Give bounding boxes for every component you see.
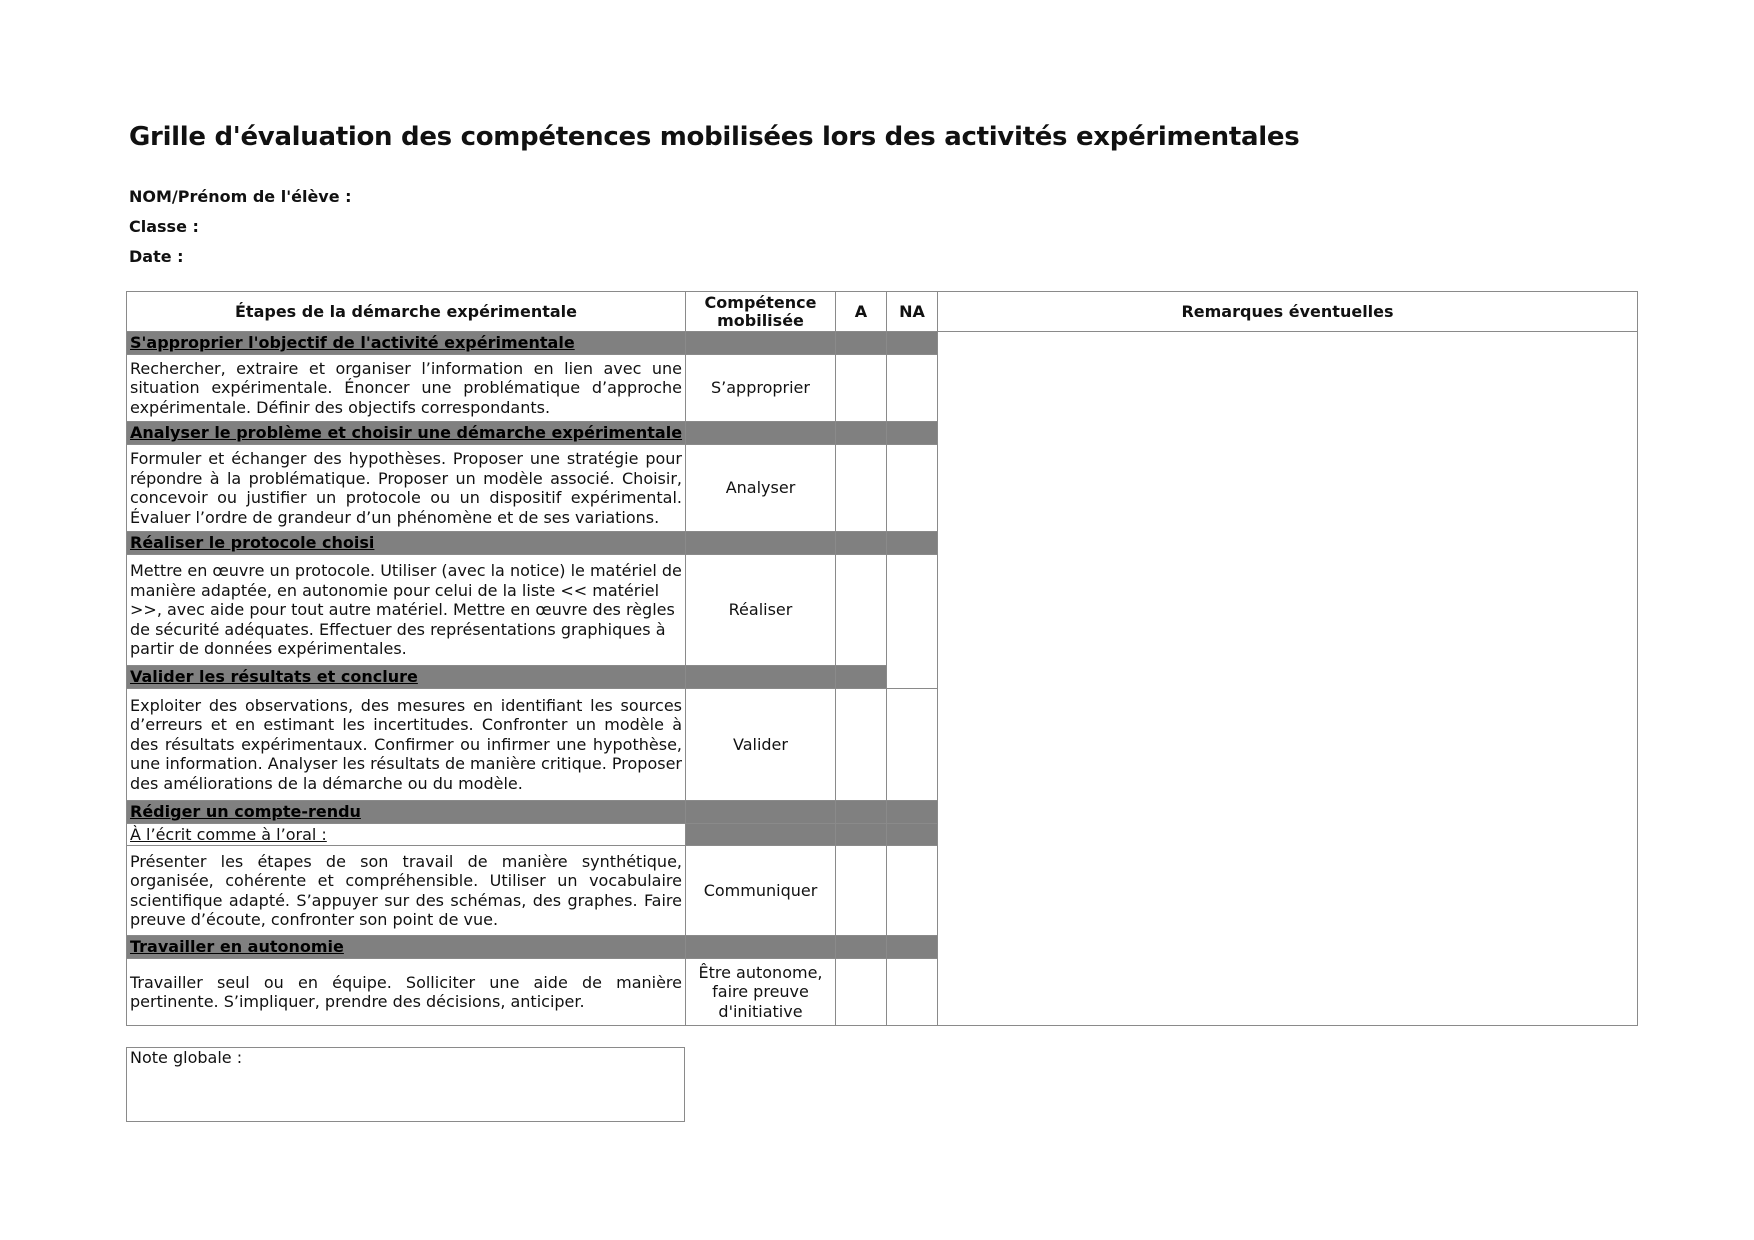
criteria-description: Travailler seul ou en équipe. Solliciter une aide de manière pertinente. S’impliquer, prendre des décisions, anticiper. — [127, 959, 686, 1026]
a-checkbox-cell[interactable] — [836, 355, 887, 422]
header-na: NA — [887, 292, 938, 332]
global-grade-box[interactable] — [126, 1047, 685, 1122]
page-title: Grille d'évaluation des compétences mobilisées lors des activités expérimentales — [129, 122, 1300, 152]
subsection-heading: À l’écrit comme à l’oral : — [127, 824, 686, 846]
section-row-approprier — [127, 332, 1638, 355]
section-heading: S'approprier l'objectif de l'activité expérimentale — [127, 332, 686, 355]
na-checkbox-cell[interactable] — [887, 355, 938, 422]
header-steps: Étapes de la démarche expérimentale — [127, 292, 686, 332]
criteria-description: Formuler et échanger des hypothèses. Proposer une stratégie pour répondre à la problématique. Proposer un modèle associé. Choisir, concevoir ou justifier un protocole ou un dispositif expérimental. Évaluer l’ordre de grandeur d’un phénomène et de ses variations. — [127, 445, 686, 532]
global-grade-label: Note globale : — [130, 1048, 243, 1067]
competence-label: Analyser — [686, 445, 836, 532]
na-checkbox-cell[interactable] — [887, 445, 938, 532]
header-row — [127, 292, 1638, 332]
student-name-field[interactable] — [129, 187, 657, 206]
competence-label: S’approprier — [686, 355, 836, 422]
criteria-description: Mettre en œuvre un protocole. Utiliser (avec la notice) le matériel de manière adaptée, en autonomie pour celui de la liste << matériel >>, avec aide pour tout autre matériel. Mettre en œuvre des règles de sécurité adéquates. Effectuer des représentations graphiques à partir de données expérimentales. — [127, 555, 686, 666]
section-heading: Analyser le problème et choisir une démarche expérimentale — [127, 422, 686, 445]
header-remarks: Remarques éventuelles — [938, 292, 1638, 332]
a-checkbox-cell[interactable] — [836, 445, 887, 532]
criteria-description: Présenter les étapes de son travail de manière synthétique, organisée, cohérente et compréhensible. Utiliser un vocabulaire scientifique adapté. S’appuyer sur des schémas, des graphes. Faire preuve d’écoute, confronter son point de vue. — [127, 846, 686, 936]
na-checkbox-cell[interactable] — [887, 555, 938, 689]
competence-label: Valider — [686, 689, 836, 801]
date-label: Date : — [129, 247, 184, 266]
class-field[interactable] — [129, 217, 504, 236]
section-heading: Réaliser le protocole choisi — [127, 532, 686, 555]
header-competence: Compétence mobilisée — [686, 292, 836, 332]
na-checkbox-cell[interactable] — [887, 846, 938, 936]
date-field[interactable] — [129, 247, 489, 266]
header-a: A — [836, 292, 887, 332]
criteria-description: Rechercher, extraire et organiser l’information en lien avec une situation expérimentale. Énoncer une problématique d’approche expérimentale. Définir des objectifs correspondants. — [127, 355, 686, 422]
a-checkbox-cell[interactable] — [836, 689, 887, 801]
criteria-description: Exploiter des observations, des mesures en identifiant les sources d’erreurs et en estimant les incertitudes. Confronter un modèle à des résultats expérimentaux. Confirmer ou infirmer une hypothèse, une information. Analyser les résultats de manière critique. Proposer des améliorations de la démarche ou du modèle. — [127, 689, 686, 801]
na-checkbox-cell[interactable] — [887, 689, 938, 801]
student-name-label: NOM/Prénom de l'élève : — [129, 187, 352, 206]
remarks-cell[interactable] — [938, 332, 1638, 1026]
na-checkbox-cell[interactable] — [887, 959, 938, 1026]
a-checkbox-cell[interactable] — [836, 959, 887, 1026]
evaluation-grid — [126, 291, 1638, 1026]
section-heading: Travailler en autonomie — [127, 936, 686, 959]
competence-label: Être autonome, faire preuve d'initiative — [686, 959, 836, 1026]
competence-label: Communiquer — [686, 846, 836, 936]
section-heading: Rédiger un compte-rendu — [127, 801, 686, 824]
a-checkbox-cell[interactable] — [836, 846, 887, 936]
class-label: Classe : — [129, 217, 199, 236]
a-checkbox-cell[interactable] — [836, 555, 887, 666]
competence-label: Réaliser — [686, 555, 836, 666]
section-heading: Valider les résultats et conclure — [127, 666, 686, 689]
